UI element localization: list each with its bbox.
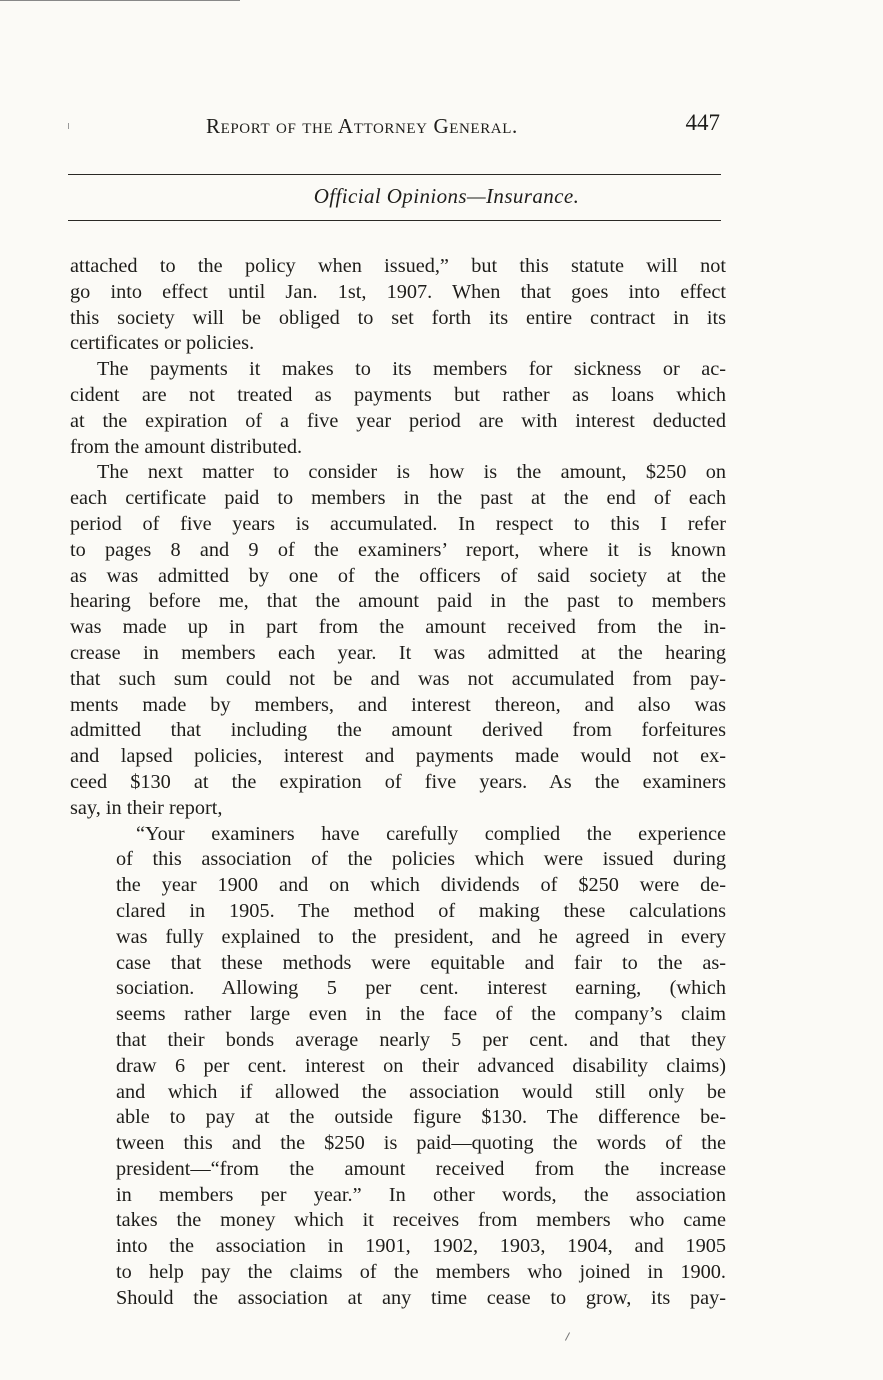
quote-line: that their bonds average nearly 5 per cent. and that they [116,1028,726,1051]
quote-line: of this association of the policies which were issued during [116,848,726,871]
text-line: to pages 8 and 9 of the examiners’ report, where it is known [70,538,726,561]
text-line: was made up in part from the amount received from the in- [70,616,726,639]
text-line: at the expiration of a five year period are with interest deducted [70,409,726,432]
page-number: 447 [685,110,720,135]
quote-line: seems rather large even in the face of the company’s claim [116,1003,726,1026]
quote-line: and which if allowed the association would still only be [116,1080,726,1103]
text-line: ceed $130 at the expiration of five years. As the examiners [70,770,726,793]
quote-line: clared in 1905. The method of making these calculations [116,899,726,922]
text-line: hearing before me, that the amount paid in the past to members [70,590,726,613]
section-title: Official Opinions—Insurance. [313,184,580,208]
running-head: Report of the Attorney General. [206,114,518,138]
block-quote [70,822,726,1312]
text-line: The next matter to consider is how is the amount, $250 on [97,461,726,484]
text-line: crease in members each year. It was admitted at the hearing [70,641,726,664]
paragraph [70,254,726,357]
text-line: as was admitted by one of the officers of said society at the [70,564,726,587]
text-line: each certificate paid to members in the past at the end of each [70,487,726,510]
quote-line: Should the association at any time cease to grow, its pay- [116,1286,726,1309]
stray-ink-mark [565,1332,570,1340]
quote-line: to help pay the claims of the members who joined in 1900. [116,1261,726,1284]
body-text [70,254,726,1312]
header-rule-bottom [68,220,721,221]
text-line: attached to the policy when issued,” but this statute will not [70,255,726,277]
quote-line: the year 1900 and on which dividends of $250 were de- [116,874,726,897]
text-line: go into effect until Jan. 1st, 1907. When that goes into effect [70,280,726,303]
paragraph [70,460,726,821]
text-line: admitted that including the amount derived from forfeitures [70,719,726,742]
quote-line: tween this and the $250 is paid—quoting the words of the [116,1132,726,1155]
quote-line: takes the money which it receives from members who came [116,1209,726,1232]
text-line: this society will be obliged to set forth its entire contract in its [70,306,726,329]
text-line: say, in their report, [70,796,223,819]
text-line: certificates or policies. [70,332,255,355]
quote-line: able to pay at the outside figure $130. The difference be- [116,1106,726,1129]
header-rule-top [68,174,721,175]
text-line: from the amount distributed. [70,435,303,458]
quote-line: case that these methods were equitable and fair to the as- [116,951,726,974]
text-line: that such sum could not be and was not accumulated from pay- [70,667,726,690]
text-line: cident are not treated as payments but rather as loans which [70,383,726,406]
quote-line: president—“from the amount received from the increase [116,1157,726,1180]
quote-line: “Your examiners have carefully complied the experience [136,822,726,845]
scan-edge-line [0,0,240,1]
text-line: period of five years is accumulated. In respect to this I refer [70,512,726,535]
paragraph [70,357,726,460]
text-line: ments made by members, and interest thereon, and also was [70,693,726,716]
quote-line: into the association in 1901, 1902, 1903, 1904, and 1905 [116,1235,726,1258]
quote-line: sociation. Allowing 5 per cent. interest earning, (which [116,977,726,1000]
quote-line: in members per year.” In other words, the association [116,1183,726,1206]
text-line: The payments it makes to its members for sickness or ac- [97,358,726,381]
quote-line: was fully explained to the president, and he agreed in every [116,925,726,948]
page-header [68,108,724,148]
text-line: and lapsed policies, interest and payments made would not ex- [70,745,726,768]
quote-line: draw 6 per cent. interest on their advanced disability claims) [116,1054,726,1077]
